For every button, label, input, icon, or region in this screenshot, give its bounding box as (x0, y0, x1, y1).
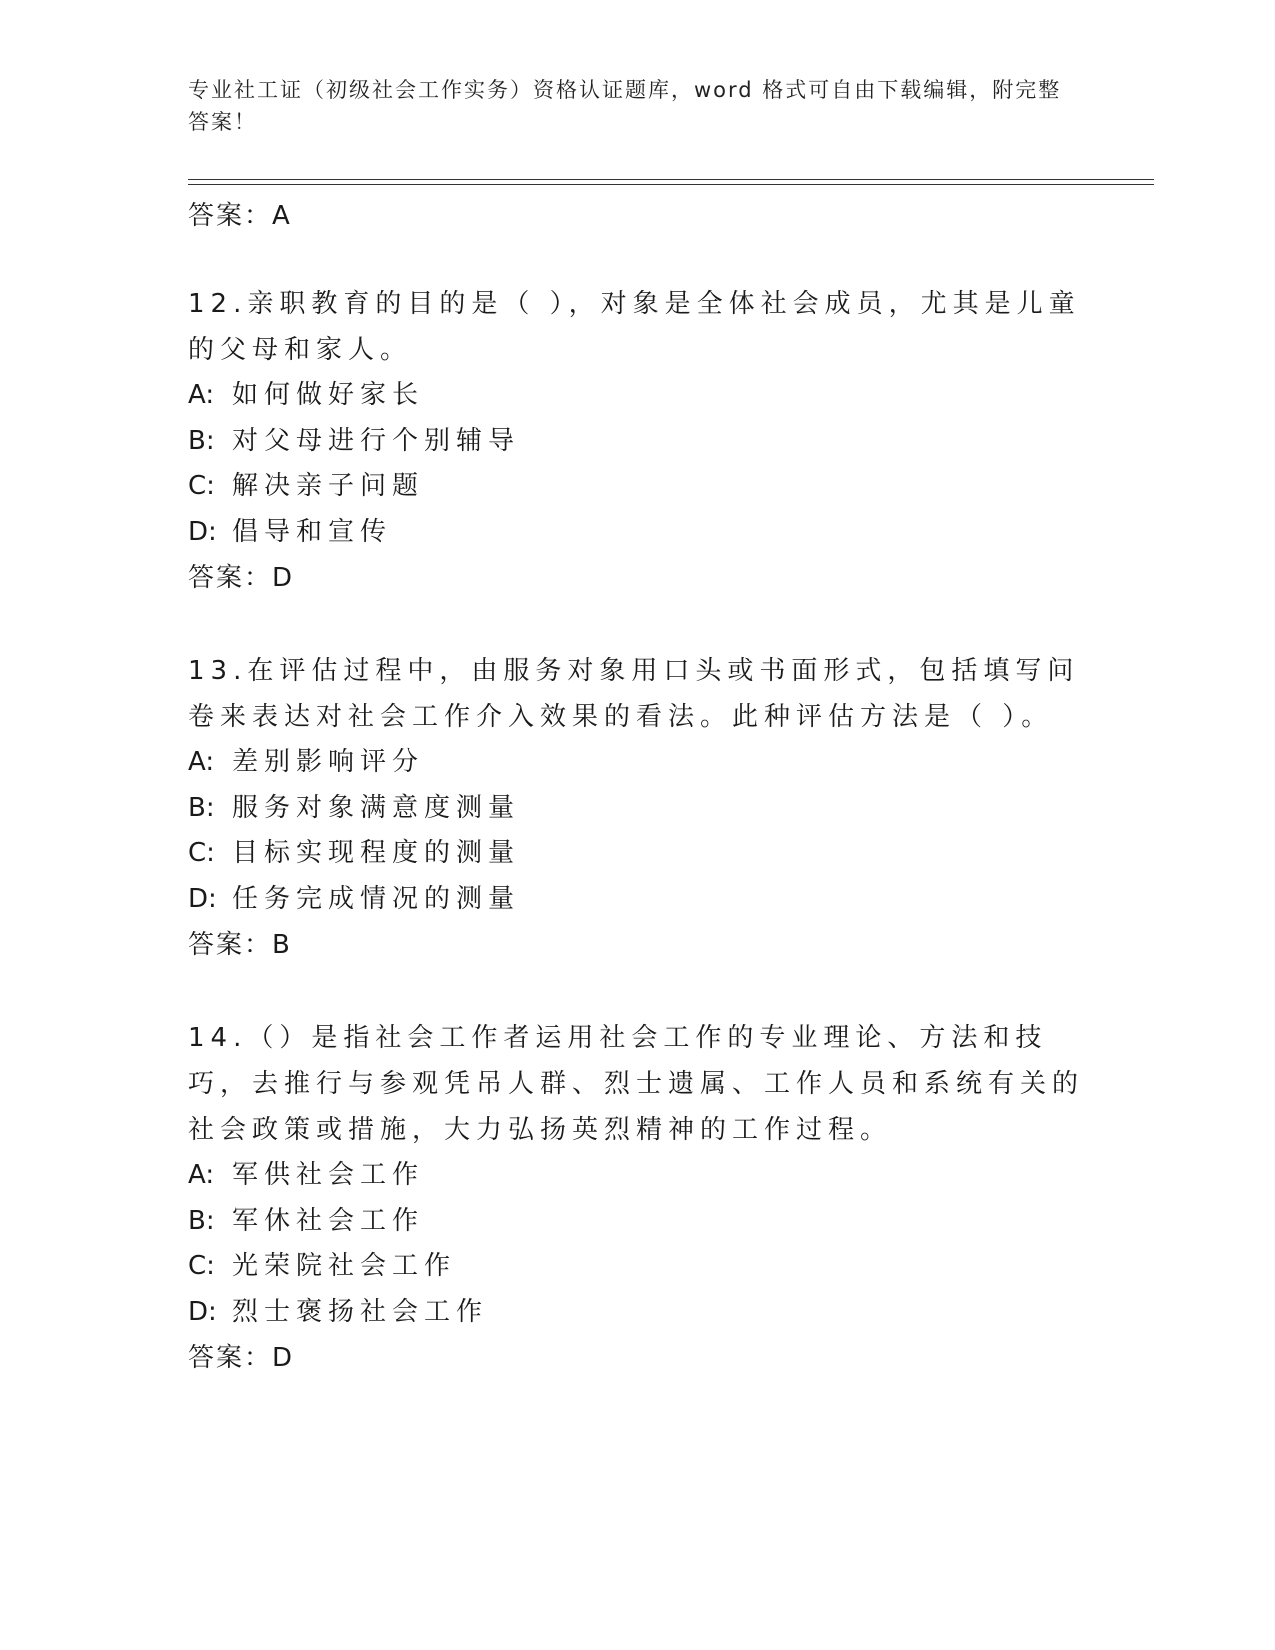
answer-line: 答案：B (188, 930, 292, 960)
option-b (188, 419, 1088, 465)
option-d (188, 877, 1088, 923)
option-text: 倡导和宣传 (232, 516, 393, 547)
question-stem: 13.在评估过程中，由服务对象用口头或书面形式，包括填写问卷来表达对社会工作介入效果的看法。此种评估方法是（ ）。 (188, 656, 1080, 732)
option-b (188, 786, 1088, 832)
question-14 (188, 1015, 1088, 1381)
answer-line: 答案：D (188, 563, 295, 593)
option-label: D: (188, 883, 217, 914)
question-stem: 12.亲职教育的目的是（ ），对象是全体社会成员，尤其是儿童的父母和家人。 (188, 289, 1081, 365)
option-b (188, 1199, 1088, 1245)
option-c (188, 464, 1088, 510)
option-a (188, 373, 1088, 419)
option-text: 解决亲子问题 (232, 471, 425, 501)
option-label: A: (188, 1160, 215, 1190)
option-label: C: (188, 1251, 215, 1281)
option-label: B: (188, 425, 215, 456)
option-label: A: (188, 747, 215, 777)
option-c (188, 831, 1088, 877)
option-label: D: (188, 1296, 217, 1327)
option-label: C: (188, 838, 215, 868)
answer-line: 答案：D (188, 1343, 295, 1373)
option-label: A: (188, 380, 215, 410)
option-label: D: (188, 516, 217, 547)
option-a (188, 740, 1088, 786)
question-12 (188, 281, 1088, 601)
header-rule-bottom (188, 184, 1154, 185)
option-text: 任务完成情况的测量 (232, 883, 521, 914)
question-list (188, 281, 1088, 1428)
option-label: B: (188, 1205, 215, 1236)
option-text: 军休社会工作 (232, 1205, 425, 1236)
option-text: 烈士褒扬社会工作 (232, 1296, 489, 1327)
option-d (188, 510, 1088, 556)
option-d (188, 1290, 1088, 1336)
previous-question-answer: 答案：A (188, 201, 292, 231)
question-stem: 14.（）是指社会工作者运用社会工作的专业理论、方法和技巧，去推行与参观凭吊人群、烈士遗属、工作人员和系统有关的社会政策或措施，大力弘扬英烈精神的工作过程。 (188, 1023, 1085, 1145)
option-text: 如何做好家长 (232, 380, 425, 410)
header-rule-top (188, 179, 1154, 180)
question-13 (188, 648, 1088, 968)
option-text: 光荣院社会工作 (232, 1251, 457, 1281)
option-text: 对父母进行个别辅导 (232, 425, 521, 456)
option-text: 军供社会工作 (232, 1160, 425, 1190)
option-text: 目标实现程度的测量 (232, 838, 521, 868)
page-header: 专业社工证（初级社会工作实务）资格认证题库，word 格式可自由下载编辑，附完整答案！ (188, 78, 1062, 134)
option-label: C: (188, 471, 215, 501)
option-text: 服务对象满意度测量 (232, 792, 521, 823)
option-c (188, 1244, 1088, 1290)
option-label: B: (188, 792, 215, 823)
option-text: 差别影响评分 (232, 747, 425, 777)
option-a (188, 1153, 1088, 1199)
